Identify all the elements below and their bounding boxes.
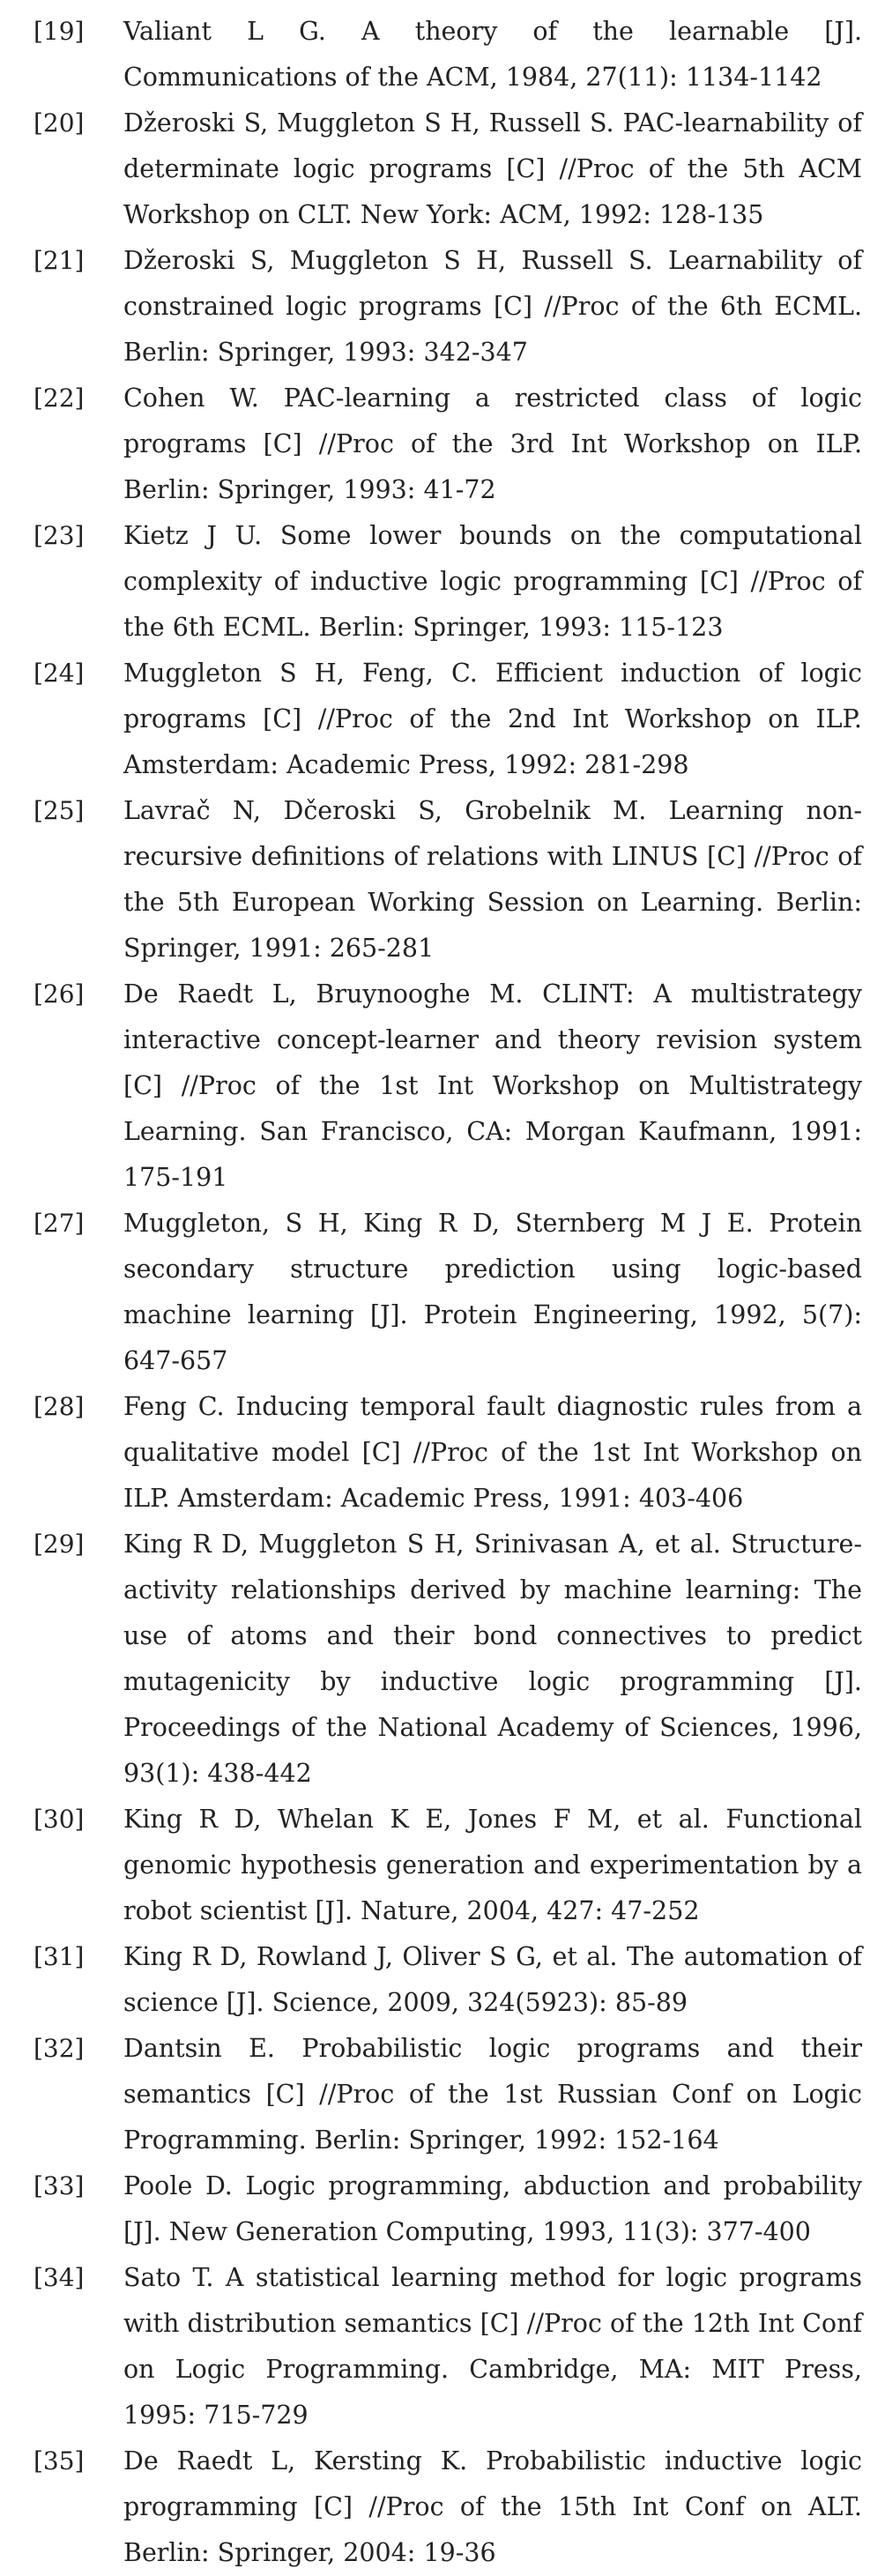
reference-text: De Raedt L, Bruynooghe M. CLINT: A multistrategy interactive concept-learner and theory revision system [C] //Proc of the 1st Int Workshop on Multistrategy Learning. San Francisco, CA: Morgan Kaufmann, 1991: 175-191 xyxy=(123,979,862,1192)
reference-number: [21] xyxy=(33,246,85,275)
reference-number: [26] xyxy=(33,979,85,1009)
reference-item xyxy=(33,2026,862,2163)
reference-number: [25] xyxy=(33,796,85,825)
reference-text: Sato T. A statistical learning method for logic programs with distribution semantics [C] //Proc of the 12th Int Conf on Logic Programming. Cambridge, MA: MIT Press, 1995: 715-729 xyxy=(123,2263,862,2430)
reference-item xyxy=(33,2438,862,2576)
reference-text: Džeroski S, Muggleton S H, Russell S. PAC-learnability of determinate logic programs [C] //Proc of the 5th ACM Workshop on CLT. New York: ACM, 1992: 128-135 xyxy=(123,108,862,229)
reference-text: Valiant L G. A theory of the learnable [J]. Communications of the ACM, 1984, 27(11): 1134-1142 xyxy=(123,17,862,92)
reference-item xyxy=(33,1934,862,2026)
reference-item xyxy=(33,513,862,651)
reference-item xyxy=(33,1522,862,1797)
reference-item xyxy=(33,238,862,376)
reference-number: [34] xyxy=(33,2263,85,2292)
reference-number: [23] xyxy=(33,521,85,550)
reference-text: Poole D. Logic programming, abduction and probability [J]. New Generation Computing, 1993, 11(3): 377-400 xyxy=(123,2171,862,2246)
reference-number: [22] xyxy=(33,383,85,413)
reference-number: [33] xyxy=(33,2171,85,2200)
reference-number: [30] xyxy=(33,1805,85,1834)
reference-text: Dantsin E. Probabilistic logic programs and their semantics [C] //Proc of the 1st Russian Conf on Logic Programming. Berlin: Springer, 1992: 152-164 xyxy=(123,2034,862,2155)
reference-item xyxy=(33,788,862,972)
reference-number: [20] xyxy=(33,108,85,138)
reference-item xyxy=(33,9,862,101)
reference-number: [32] xyxy=(33,2034,85,2063)
reference-text: King R D, Rowland J, Oliver S G, et al. The automation of science [J]. Science, 2009, 324(5923): 85-89 xyxy=(123,1942,862,2017)
reference-number: [29] xyxy=(33,1530,85,1559)
reference-text: King R D, Whelan K E, Jones F M, et al. Functional genomic hypothesis generation and experimentation by a robot scientist [J]. Nature, 2004, 427: 47-252 xyxy=(123,1805,862,1925)
reference-item xyxy=(33,651,862,788)
reference-text: Cohen W. PAC-learning a restricted class of logic programs [C] //Proc of the 3rd Int Workshop on ILP. Berlin: Springer, 1993: 41-72 xyxy=(123,383,862,504)
reference-text: King R D, Muggleton S H, Srinivasan A, et al. Structure-activity relationships derived by machine learning: The use of atoms and their bond connectives to predict mutagenicity by inductive logic programming [J]. Proceedings of the National Academy of Sciences, 1996, 93(1): 438-442 xyxy=(123,1530,862,1788)
reference-number: [24] xyxy=(33,659,85,688)
reference-number: [35] xyxy=(33,2446,85,2475)
reference-text: Džeroski S, Muggleton S H, Russell S. Learnability of constrained logic programs [C] //Proc of the 6th ECML. Berlin: Springer, 1993: 342-347 xyxy=(123,246,862,367)
reference-item xyxy=(33,1384,862,1522)
reference-item xyxy=(33,101,862,238)
reference-number: [19] xyxy=(33,17,85,46)
reference-number: [27] xyxy=(33,1209,85,1238)
reference-item xyxy=(33,376,862,513)
reference-text: Muggleton S H, Feng, C. Efficient induction of logic programs [C] //Proc of the 2nd Int Workshop on ILP. Amsterdam: Academic Press, 1992: 281-298 xyxy=(123,659,862,779)
reference-list xyxy=(33,9,862,2576)
reference-number: [31] xyxy=(33,1942,85,1971)
reference-text: Lavrač N, Dčeroski S, Grobelnik M. Learning non-recursive definitions of relations with LINUS [C] //Proc of the 5th European Working Session on Learning. Berlin: Springer, 1991: 265-281 xyxy=(123,796,862,963)
reference-text: De Raedt L, Kersting K. Probabilistic inductive logic programming [C] //Proc of the 15th Int Conf on ALT. Berlin: Springer, 2004: 19-36 xyxy=(123,2446,862,2567)
reference-text: Feng C. Inducing temporal fault diagnostic rules from a qualitative model [C] //Proc of the 1st Int Workshop on ILP. Amsterdam: Academic Press, 1991: 403-406 xyxy=(123,1392,862,1513)
reference-number: [28] xyxy=(33,1392,85,1421)
reference-item xyxy=(33,972,862,1201)
reference-text: Kietz J U. Some lower bounds on the computational complexity of inductive logic programming [C] //Proc of the 6th ECML. Berlin: Springer, 1993: 115-123 xyxy=(123,521,862,642)
reference-item xyxy=(33,1201,862,1384)
reference-item xyxy=(33,2163,862,2255)
reference-item xyxy=(33,2255,862,2438)
reference-text: Muggleton, S H, King R D, Sternberg M J E. Protein secondary structure prediction using logic-based machine learning [J]. Protein Engineering, 1992, 5(7): 647-657 xyxy=(123,1209,862,1375)
reference-item xyxy=(33,1797,862,1934)
